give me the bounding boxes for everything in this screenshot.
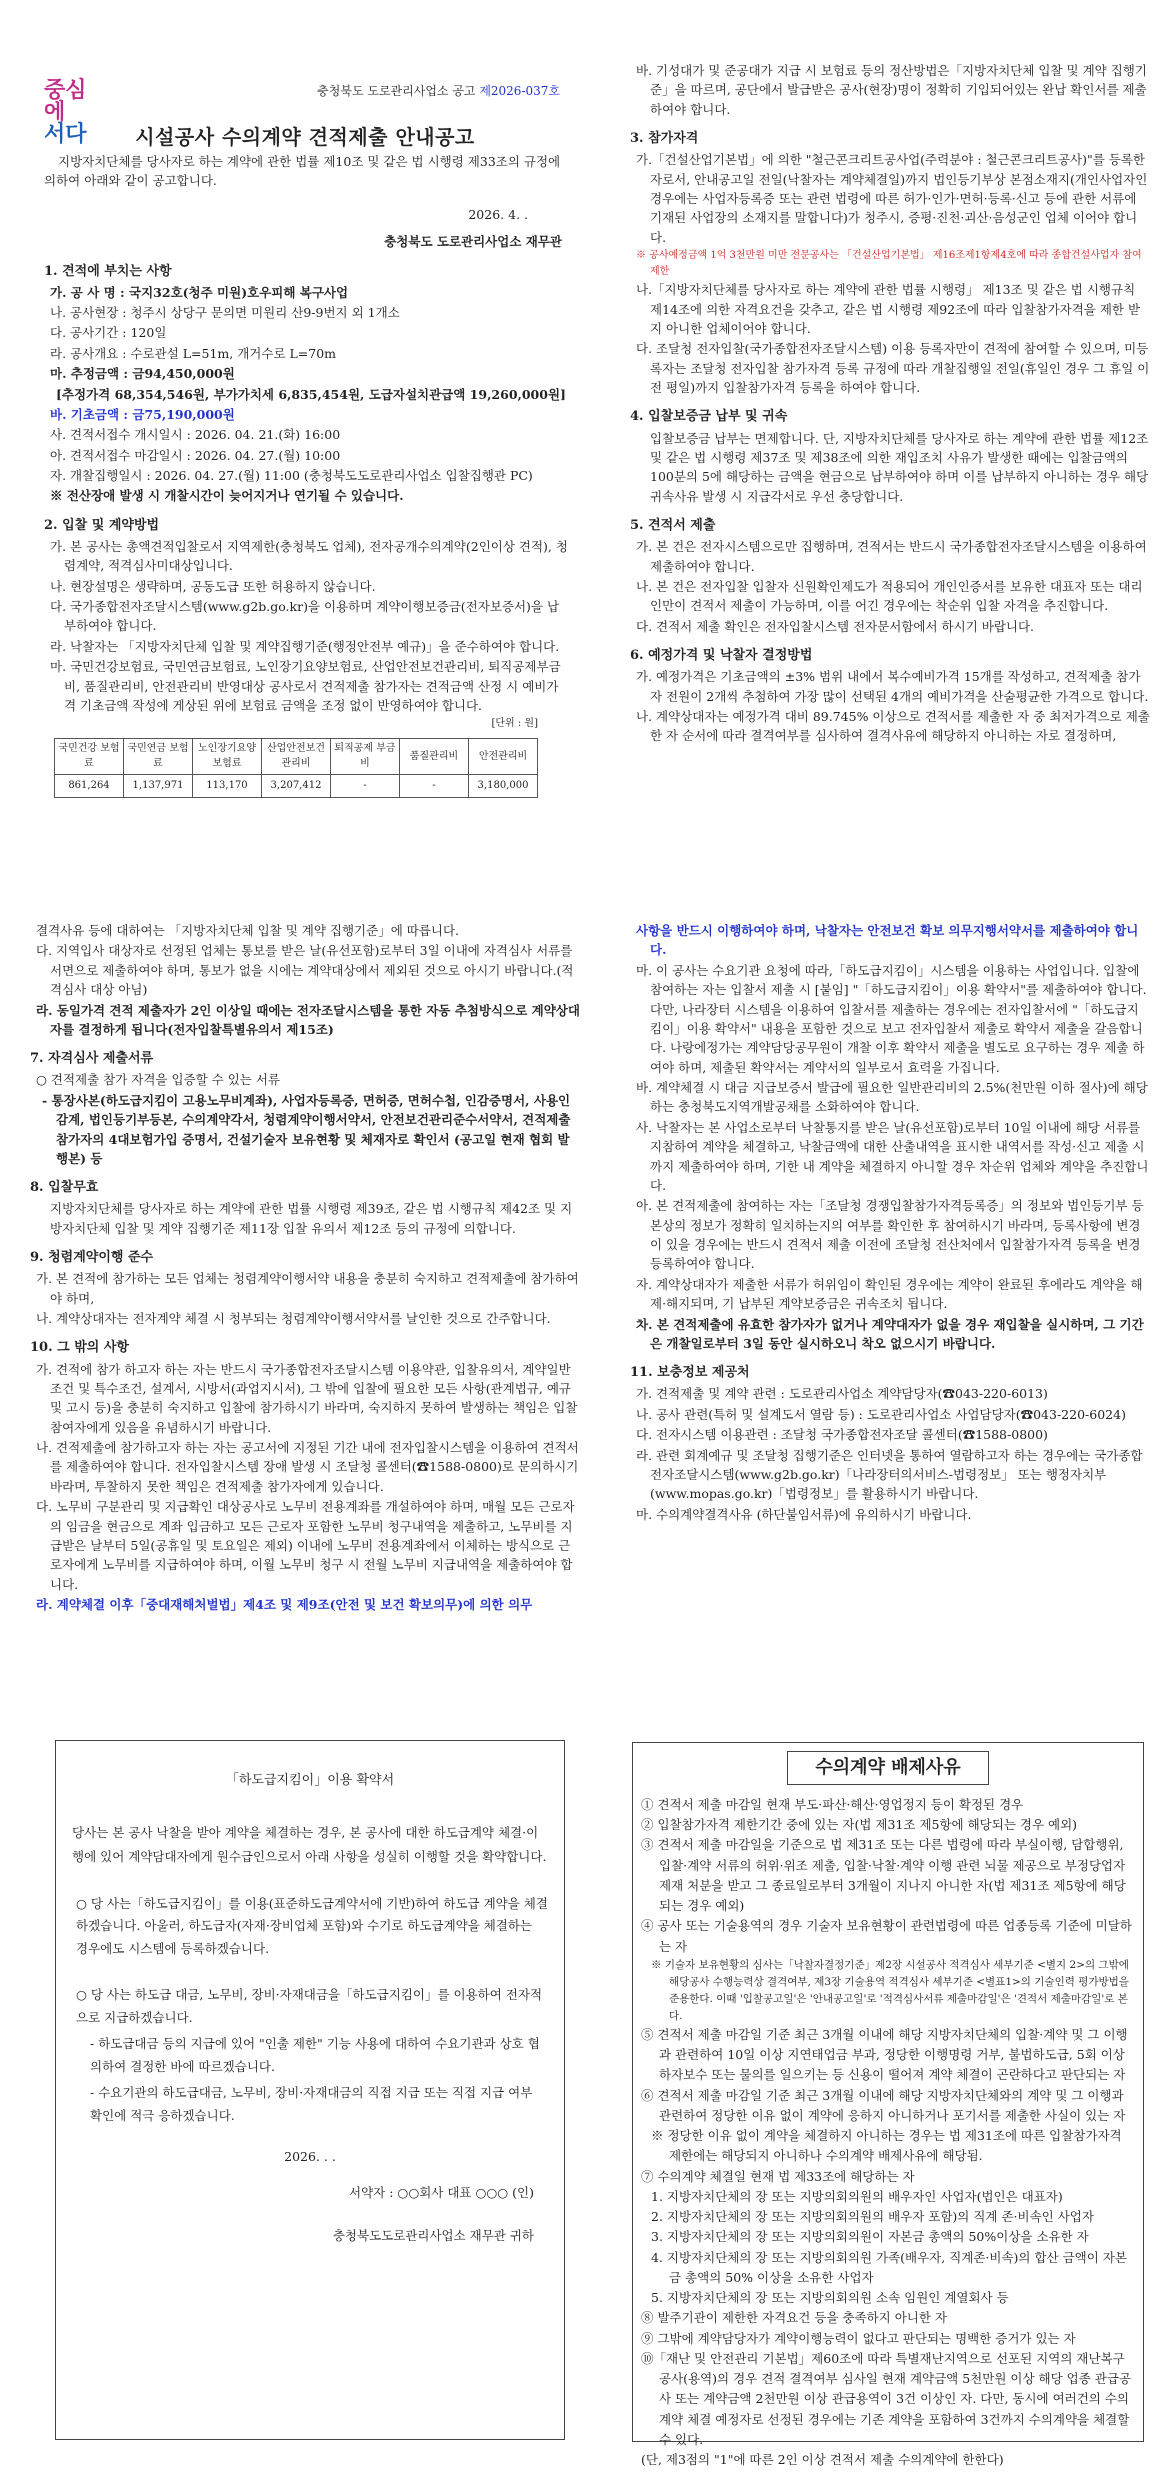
issuer: 충청북도 도로관리사업소 재무관 (384, 234, 562, 250)
pledge-text: 당사는 본 공사 낙찰을 받아 계약을 체결하는 경우, 본 공사에 대한 하도급계약 체결·이행에 있어 계약담대자에게 원수급인으로서 아래 사항을 성실히 이행할 것을 확약합니다. (72, 1825, 547, 1864)
exclusion-reasons (632, 1742, 1144, 2468)
exclusion-item: ④ 공사 또는 기술용역의 경우 기술자 보유현황이 관련법령에 따른 업종등록 기준에 미달하는 자 (641, 1918, 1132, 1954)
s6-item: 나. 계약상대자는 예정가격 대비 89.745% 이상으로 견적서를 제출한 자 중 최저가격으로 제출한 자 순서에 따라 결격여부를 심사하여 결격사유에 해당하지 아니하는 자로 결정하며, (636, 708, 1150, 744)
s10-item: 가. 견적에 참가 하고자 하는 자는 반드시 국가종합전자조달시스템 이용약관, 입찰유의서, 계약일반조건 및 특수조건, 설계서, 시방서(과업지시서), 그 밖에 입찰에 필요한 모든 사항(관계법규, 예규 및 고시 등)을 충분히 숙지하고 입찰에 참가하시기 바라며, 숙지하지 못하여 발생하는 책임은 입찰참여자에게 있음을 유념하시기 바랍니다. (36, 1361, 578, 1435)
table-header-cell: 퇴직공제 부금비 (331, 738, 400, 774)
s2-item: 마. 국민건강보험료, 국민연금보험료, 노인장기요양보험료, 산업안전보건관리비, 퇴직공제부금비, 품질관리비, 안전관리비 반영대상 공사로서 견적제출 참가자는 견적금액 산정 시 예비가격 기초금액 작성에 게상된 위에 보험료 금액을 조정 없이 반영하여야 합니다. (50, 659, 561, 713)
notice-date: 2026. 4. . (468, 206, 528, 222)
pledge-signer: 서약자 : ○○회사 대표 ○○○ (인) (349, 2184, 534, 2200)
exclusion-item: (단, 제3점의 "1"에 따른 2인 이상 견적서 제출 수의계약에 한한다) (641, 2452, 1004, 2468)
s1-item: 아. 견적서접수 마감일시 : 2026. 04. 27.(월) 10:00 (50, 447, 341, 463)
s5-item: 가. 본 건은 전자시스템으로만 집행하며, 견적서는 반드시 국가종합전자조달시스템을 이용하여 제출하여야 합니다. (636, 539, 1147, 574)
s11-item: 마. 수의계약결격사유 (하단붙임서류)에 유의하시기 바랍니다. (636, 1506, 972, 1522)
pledge-recipient: 충청북도도로관리사업소 재무관 귀하 (332, 2227, 534, 2243)
exclusion-item: ⑤ 견적서 제출 마감일 기준 최근 3개월 이내에 해당 지방자치단체의 입찰·계약 및 그 이행과 관련하여 10일 이상 지연태업금 부과, 정당한 이행명령 거부, 불법하도급, 5회 이상 하자보수 또는 물의를 일으키는 등 신용이 떨어져 계약 체결이 곤란하다고 판단되는 자 (641, 2026, 1128, 2083)
table-cell: 1,137,971 (124, 774, 193, 797)
s2-item: 다. 국가종합전자조달시스템(www.g2b.go.kr)을 이용하며 계약이행보증금(전자보증서)을 납부하여야 합니다. (50, 599, 560, 634)
section-6-head: 6. 예정가격 및 낙찰자 결정방법 (630, 648, 813, 664)
s6-item: 가. 예정가격은 기초금액의 ±3% 범위 내에서 복수예비가격 15개를 작성하고, 견적제출 참가자 전원이 2개씩 추첨하여 가장 많이 선택된 4개의 예비가격을 산술평균한 가격으로 합니다. (636, 669, 1149, 704)
table-unit: [단위 : 원] (491, 718, 538, 730)
s3-note: ※ 공사예정금액 1억 3천만원 미만 전문공사는 「건설산업기본법」 제16조제1항제4호에 따라 종합건설사업자 참여제한 (636, 250, 1142, 277)
insurance-table (54, 738, 538, 798)
page-1 (30, 60, 580, 860)
p4-item: 자. 계약상대자가 제출한 서류가 허위임이 확인된 경우에는 계약이 완료된 후에라도 계약을 해제·해지되며, 기 납부된 계약보증금은 귀속조치 됩니다. (636, 1276, 1143, 1312)
exclusion-item: ② 입찰참가자격 제한기간 중에 있는 자(법 제31조 제5항에 해당되는 경우 예외) (641, 1817, 1078, 1833)
section-4-head: 4. 입찰보증금 납부 및 귀속 (630, 409, 788, 425)
section-1-head: 1. 견적에 부치는 사항 (44, 263, 172, 279)
exclusion-item: ③ 견적서 제출 마감일을 기준으로 법 제31조 또는 다른 법령에 따라 부실이행, 담합행위, 입찰·계약 서류의 허위·위조 제출, 입찰·낙찰·계약 이행 관련 뇌물 제공으로 부정당업자 제재 처분을 받고 그 종료일로부터 3개월이 지나지 아니한 자(법 제31조 제5항에 해당되는 경우 예외) (641, 1837, 1126, 1914)
s1-item: 나. 공사현장 : 청주시 상당구 문의면 미원리 산9-9번지 외 1개소 (50, 305, 400, 321)
exclusion-subitem: 1. 지방자치단체의 장 또는 지방의회의원의 배우자인 사업자(법인은 대표자) (651, 2188, 1063, 2204)
s10-item: 다. 노무비 구분관리 및 지급확인 대상공사로 노무비 전용계좌를 개설하여야 하며, 매월 모든 근로자의 임금을 현금으로 계좌 입금하고 모든 근로자 포함한 노무비 청구내역을 제출하고, 노무비를 지급받은 날부터 5일(공휴일 및 토요일은 제외) 이내에 노무비 전용계좌에서 이체하는 방식으로 근로자에게 노무비를 지급하여야 하며, 이월 노무비 청구 시 전월 노무비 지급내역을 제출하여야 합니다. (36, 1499, 575, 1592)
s11-item: 나. 공사 관련(특허 및 설계도서 열람 등) : 도로관리사업소 사업담당자(☎043-220-6024) (636, 1406, 1126, 1422)
s1-item: [추정가격 68,354,546원, 부가가치세 6,835,454원, 도급자설치관급액 19,260,000원] (56, 386, 566, 402)
table-header-cell: 산업안전보건 관리비 (262, 738, 331, 774)
p4-lead: 사항을 반드시 이행하여야 하며, 낙찰자는 안전보건 확보 의무지행서약서를 제출하여야 합니다. (636, 923, 1139, 958)
page-1-body (44, 152, 568, 798)
exclusion-subitem: 4. 지방자치단체의 장 또는 지방의회의원 가족(배우자, 직계존·비속)의 합산 금액이 자본금 총액의 50% 이상을 소유한 사업자 (651, 2249, 1127, 2285)
section-10-head: 10. 그 밖의 사항 (30, 1340, 129, 1356)
s11-item: 라. 관련 회계예규 및 조달청 집행기준은 인터넷을 통하여 열람하고자 하는 경우에는 국가종합전자조달시스템(www.g2b.go.kr)「나라장터의서비스-법령정보」 또는 행정자치부(www.mopas.go.kr)「법령정보」를 활용하시기 바랍니다. (636, 1447, 1143, 1502)
s2-item: 나. 현장설명은 생략하며, 공동도급 또한 허용하지 않습니다. (50, 578, 376, 594)
p4-item: 마. 이 공사는 수요기관 요청에 따라,「하도급지킴이」시스템을 이용하는 사업입니다. 입찰에 참여하는 자는 입찰서 제출 시 [붙임] "「하도급지킴이」이용 확약서"를 제출하여야 합니다. 다만, 나라장터 시스템을 이용하여 입찰서를 제출하는 경우에는 전자입찰서에 "「하도급지킴이」이용 확약서" 내용을 포함한 것으로 보고 전자입찰서 제출로 확약서 제출을 갈음합니다. 나랑에정가는 계약담당공무원이 개찰 이후 확약서 제출을 별도로 요구하는 경우 제출 하여야 하며, 제출된 확약서는 계약서의 일부로서 효력을 가집니다. (636, 962, 1147, 1075)
s11-item: 다. 전자시스템 이용관련 : 조달청 국가종합전자조달 콜센터(☎1588-0800) (636, 1427, 1048, 1443)
logo-line2: 서다 (44, 122, 87, 147)
section-2-head: 2. 입찰 및 계약방법 (44, 517, 160, 533)
p3-item: 라. 동일가격 견적 제출자가 2인 이상일 때에는 전자조달시스템을 통한 자동 추첨방식으로 계약상대자를 결정하게 됩니다(전자입찰특별유의서 제15조) (36, 1002, 580, 1037)
p2-lead: 바. 기성대가 및 준공대가 지급 시 보험료 등의 정산방법은「지방자치단체 입찰 및 계약 집행기준」을 따르며, 공단에서 발급받은 공사(현장)명이 정확히 기입되어있는 완납 확인서를 제출하여야 합니다. (636, 63, 1147, 117)
logo-line1: 중심에 (44, 78, 87, 125)
s2-item: 라. 낙찰자는 「지방자치단체 입찰 및 계약집행기준(행정안전부 예규)」을 준수하여야 합니다. (50, 638, 560, 654)
s5-item: 다. 견적서 제출 확인은 전자입찰시스템 전자문서함에서 하시기 바랍니다. (636, 618, 1035, 634)
intro-text: 지방자치단체를 당사자로 하는 계약에 관한 법률 제10조 및 같은 법 시행령 제33조의 규정에 의하여 아래와 같이 공고합니다. (44, 154, 561, 189)
pledge-title: 「하도급지킴이」이용 확약서 (225, 1773, 395, 1788)
exclusion-note: ※ 정당한 이유 없이 계약을 체결하지 아니하는 경우는 법 제31조에 따른 입찰참가자격 제한에는 해당되지 아니하나 수의계약 배제사유에 해당됨. (651, 2128, 1122, 2164)
table-header-cell: 안전관리비 (469, 738, 538, 774)
exclusion-title: 수의계약 배제사유 (787, 1751, 989, 1785)
s1-item: 라. 공사개요 : 수로관설 L=51m, 개거수로 L=70m (50, 345, 337, 361)
s8-text: 지방자치단체를 당사자로 하는 계약에 관한 법률 시행령 제39조, 같은 법 시행규칙 제42조 및 지방자치단체 입찰 및 계약 집행기준 제11장 입찰 유의서 제12조 등의 규정에 의합니다. (50, 1201, 573, 1236)
s10-item: 나. 견적제출에 참가하고자 하는 자는 공고서에 지정된 기간 내에 전자입찰시스템을 이용하여 견적서를 제출하여야 합니다. 전자입찰시스템 장애 발생 시 조달청 콜센터(☎1588-0800)로 문의하시기 바라며, 투찰하지 못한 책임은 견적제출 참가자에게 있습니다. (36, 1440, 579, 1494)
s3-item: 다. 조달청 전자입찰(국가종합전자조달시스템) 이용 등록자만이 견적에 참여할 수 있으며, 미등록자는 조달청 전자입찰 참가자격 등록 규정에 따라 개찰집행일 전일(휴일인 경우 그 휴일 이전 평일)까지 입찰참가자격 등록을 하여야 합니다. (636, 341, 1150, 396)
s7-item: ○ 견적제출 참가 자격을 입증할 수 있는 서류 (36, 1072, 280, 1088)
section-3-head: 3. 참가자격 (630, 131, 699, 147)
s9-item: 가. 본 견적에 참가하는 모든 업체는 청렴계약이행서약 내용을 충분히 숙지하고 견적제출에 참가하여야 하며, (36, 1271, 579, 1306)
notice-prefix: 충청북도 도로관리사업소 공고 (317, 84, 480, 98)
section-8-head: 8. 입찰무효 (30, 1180, 99, 1196)
s3-item: 나.「지방자치단체를 당사자로 하는 계약에 관한 법률 시행령」 제13조 및 같은 법 시행규칙 제14조에 의한 자격요건을 갖추고, 같은 법 시행령 제92조에 따라 입찰참가자격을 제한 받지 아니한 업체이어야 합니다. (636, 282, 1141, 336)
table-cell: 3,180,000 (469, 774, 538, 797)
pledge-date: 2026. . . (284, 2149, 336, 2165)
table-cell: - (331, 774, 400, 797)
table-header-cell: 품질관리비 (400, 738, 469, 774)
notice-number (317, 82, 560, 101)
table-header-cell: 국민연금 보험료 (124, 738, 193, 774)
exclusion-note: ※ 기술자 보유현황의 심사는「낙찰자결정기준」제2장 시설공사 적격심사 세부기준 <별지 2>의 그밖에 해당공사 수행능력상 결격여부, 제3장 기술용역 적격심사 세부기준 <별표1>의 기술인력 평가방법을 준용한다. 이때 '입찰공고일'은 '안내공고일'로 '적격심사서류 제출마감일'은 '견적서 제출마감일'로 본다. (651, 1958, 1129, 2022)
s1-item: 사. 견적서접수 개시일시 : 2026. 04. 21.(화) 16:00 (50, 427, 341, 443)
table-header-cell: 국민건강 보험료 (55, 738, 124, 774)
s3-item: 가.「건설산업기본법」에 의한 "철근콘크리트공사업(주력분야 : 철근콘크리트공사)"를 등록한 자로서, 안내공고일 전일(낙찰자는 계약체결일)까지 법인등기부상 본점소재지(개인사업자인 경우에는 사업자등록증 또는 관련 법령에 따른 허가·인가·면허·등록·신고 등에 관한 서류에 기재된 사업장의 소재지를 말합니다)가 청주시, 증평·진천·괴산·음성군인 업체 이어야 합니다. (636, 152, 1148, 245)
page-4 (630, 920, 1150, 1680)
exclusion-subitem: 5. 지방자치단체의 장 또는 지방의회의원 소속 임원인 계열회사 등 (651, 2290, 1009, 2306)
s7-item: - 통장사본(하도급지킴이 고용노무비계좌), 사업자등록증, 면허증, 면허수첩, 인감증명서, 사용인감계, 법인등기부등본, 수의계약각서, 청렴계약이행서약서, 안전보건관리준수서약서, 견적제출 참가자의 4대보험가입 증명서, 건설기술자 보유현황 및 체재자로 확인서 (공고일 현재 협회 발행본) 등 (42, 1092, 571, 1166)
exclusion-subitem: 3. 지방자치단체의 장 또는 지방의회의원이 자본금 총액의 50%이상을 소유한 자 (651, 2229, 1089, 2245)
s9-item: 나. 계약상대자는 전자계약 체결 시 청부되는 청렴계약이행서약서를 날인한 것으로 간주합니다. (36, 1311, 551, 1327)
pledge-sub-bullet: - 하도급대금 등의 지급에 있어 "인출 제한" 기능 사용에 대하여 수요기관과 상호 협의하여 결정한 바에 따르겠습니다. (90, 2036, 540, 2074)
section-7-head: 7. 자격심사 제출서류 (30, 1051, 154, 1067)
p4-item: 아. 본 견적제출에 참여하는 자는「조달청 경쟁입찰참가자격등록증」의 정보와 법인등기부 등본상의 정보가 정확히 일치하는지의 여부를 확인한 후 참여하시기 바라며, 등록사항에 변경이 있을 경우에는 반드시 견적서 제출 이전에 조달청 전산처에서 입찰참가자격 등록을 변경 등록하여야 합니다. (636, 1198, 1144, 1272)
section-9-head: 9. 청렴계약이행 준수 (30, 1250, 154, 1266)
exclusion-item: ① 견적서 제출 마감일 현재 부도·파산·해산·영업정지 등이 확정된 경우 (641, 1796, 1024, 1812)
exclusion-item: ⑨ 그밖에 계약담당자가 계약이행능력이 없다고 판단되는 명백한 증거가 있는 자 (641, 2330, 1076, 2346)
exclusion-subitem: 2. 지방자치단체의 장 또는 지방의회의원의 배우자 포함)의 직계 존·비속인 사업자 (651, 2209, 1094, 2225)
exclusion-item: ⑧ 발주기관이 제한한 자격요건 등을 충족하지 아니한 자 (641, 2310, 947, 2326)
page-3 (30, 920, 580, 1680)
exclusion-item: ⑦ 수의계약 체결일 현재 법 제33조에 해당하는 자 (641, 2168, 915, 2184)
p3-item: 다. 지역입사 대상자로 선정된 업체는 통보를 받은 날(유선포함)로부터 3일 이내에 자격심사 서류를 서면으로 제출하여야 하며, 통보가 없을 시에는 계약대상에서 제외된 것으로 아시기 바랍니다.(적격심사 대상 아님) (36, 943, 574, 998)
s1-item: 자. 개찰집행일시 : 2026. 04. 27.(월) 11:00 (충청북도도로관리사업소 입찰집행관 PC) (50, 468, 533, 484)
pledge-bullet: ○ 당 사는 하도급 대금, 노무비, 장비·자재대금을「하도급지킴이」를 이용하여 전자적으로 지급하겠습니다. (76, 1987, 543, 2025)
page-2 (630, 60, 1150, 860)
pledge-bullet: ○ 당 사는「하도급지킴이」를 이용(표준하도급계약서에 기반)하여 하도급 계약을 체결하겠습니다. 아울러, 하도급자(자재·장비업체 포함)와 수기로 하도급계약을 체결하는 경우에도 시스템에 등록하겠습니다. (76, 1895, 548, 1956)
s11-item: 가. 견적제출 및 계약 관련 : 도로관리사업소 계약담당자(☎043-220-6013) (636, 1386, 1048, 1402)
table-cell: - (400, 774, 469, 797)
pledge-sub-bullet: - 수요기관의 하도급대금, 노무비, 장비·자재대금의 직접 지급 또는 직접 지급 여부 확인에 적극 응하겠습니다. (90, 2085, 533, 2123)
s4-text: 입찰보증금 납부는 면제합니다. 단, 지방자치단체를 당사자로 하는 계약에 관한 법률 제12조 및 같은 법 시행령 제37조 및 제38조에 의한 재입조치 사유가 발생한 때에는 입찰금액의 100분의 5에 해당하는 금액을 현금으로 납부하여야 하며 이를 납부하지 아니하는 경우 해당 귀속사유 발생 시 지급각서로 우선 충당합니다. (650, 430, 1149, 504)
exclusion-item: ⑩「재난 및 안전관리 기본법」제60조에 따라 특별재난지역으로 선포된 지역의 재난복구공사(용역)의 경우 견적 결격여부 심사일 현재 계약금액 5천만원 이상 해당 업종 관급공사 또는 계약금액 2천만원 이상 관급용역이 3건 이상인 자. 다만, 동시에 여러건의 수의계약 체결 예정자로 선정된 경우에는 기존 계약을 포함하여 3건까지 수의계약을 체결할 수 있다. (641, 2350, 1131, 2447)
p4-item: 사. 낙찰자는 본 사업소로부터 낙찰통지를 받은 날(유선포함)로부터 10일 이내에 해당 서류를 지참하여 계약을 체결하고, 낙찰금액에 대한 산출내역을 표시한 내역서를 작성·신고 제출 시까지 제출하여야 하며, 기한 내 계약을 체결하지 아니할 경우 차순위 업체와 계약을 추진합니다. (636, 1119, 1149, 1193)
table-cell: 3,207,412 (262, 774, 331, 797)
p3-lead: 결격사유 등에 대하여는 「지방자치단체 입찰 및 계약 집행기준」에 따릅니다. (36, 923, 460, 938)
s1-item: 다. 공사기간 : 120일 (50, 325, 167, 341)
s1-item: ※ 전산장애 발생 시 개찰시간이 늦어지거나 연기될 수 있습니다. (50, 488, 404, 504)
section-11-head: 11. 보충정보 제공처 (630, 1365, 750, 1381)
s2-item: 가. 본 공사는 총액견적입찰로서 지역제한(충청북도 업체), 전자공개수의계약(2인이상 견적), 청렴계약, 적격심사미대상입니다. (50, 538, 568, 574)
p4-item: 차. 본 견적제출에 유효한 참가자가 없거나 계약대자가 없을 경우 재입찰을 실시하며, 그 기간은 개찰일로부터 3일 동안 실시하오니 착오 없으시기 바랍니다. (636, 1316, 1144, 1351)
s1-item: 마. 추정금액 : 금94,450,000원 (50, 366, 235, 382)
pledge-form (55, 1740, 565, 2440)
table-cell: 113,170 (193, 774, 262, 797)
s10-item: 라. 계약체결 이후「중대재해처벌법」제4조 및 제9조(안전 및 보건 확보의무)에 의한 의무 (36, 1597, 533, 1613)
s5-item: 나. 본 건은 전자입찰 입찰자 신원확인제도가 적용되어 개인인증서를 보유한 대표자 또는 대리인만이 견적서 제출이 가능하며, 이를 어긴 경우에는 착순위 입찰 자격을 추진합니다. (636, 578, 1143, 614)
table-header-cell: 노인장기요양 보험료 (193, 738, 262, 774)
section-5-head: 5. 견적서 제출 (630, 518, 716, 534)
table-cell: 861,264 (55, 774, 124, 797)
page-title: 시설공사 수의계약 견적제출 안내공고 (135, 125, 475, 149)
exclusion-item: ⑥ 견적서 제출 마감일 기준 최근 3개월 이내에 해당 지방자치단체와의 계약 및 그 이행과 관련하여 정당한 이유 없이 계약에 응하지 아니하거나 포기서를 제출한 사실이 있는 자 (641, 2087, 1126, 2123)
notice-id: 제2026-037호 (479, 84, 560, 98)
s1-item: 가. 공 사 명 : 국지32호(청주 미원)호우피해 복구사업 (50, 284, 349, 300)
p4-item: 바. 계약체결 시 대금 지급보증서 발급에 필요한 일반관리비의 2.5%(천만원 이하 절사)에 해당하는 충청북도지역개발공채를 소화하여야 합니다. (636, 1080, 1148, 1115)
s1-item: 바. 기초금액 : 금75,190,000원 (50, 406, 235, 422)
